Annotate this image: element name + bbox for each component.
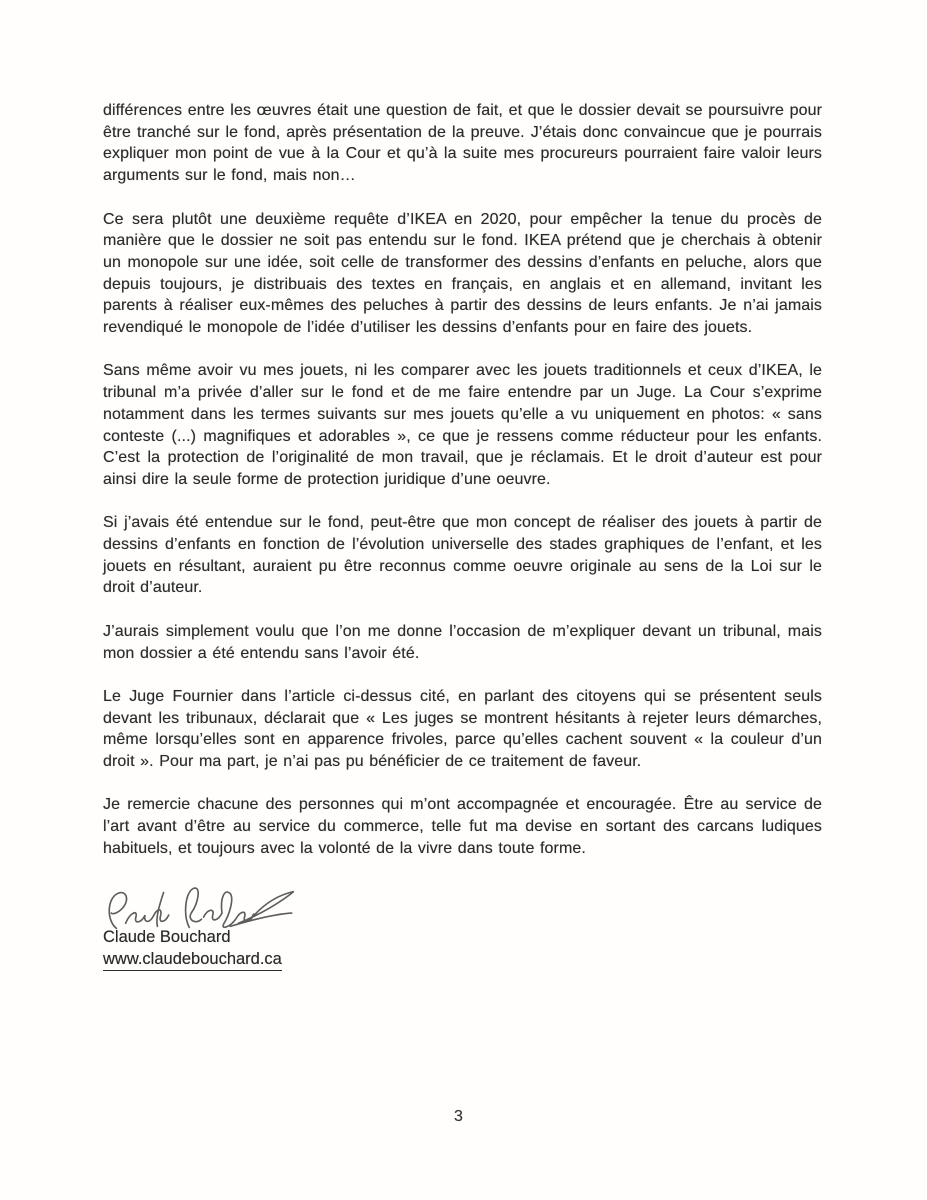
letter-body (103, 100, 822, 971)
paragraph-6: Le Juge Fournier dans l’article ci-dessus cité, en parlant des citoyens qui se présentent seuls devant les tribunaux, déclarait que « Les juges se montrent hésitants à rejeter leurs démarches, même lorsqu’elles sont en apparence frivoles, parce qu’elles cachent souvent « la couleur d’un droit ». Pour ma part, je n’ai pas pu bénéficier de ce traitement de faveur. (103, 687, 822, 771)
paragraph-4: Si j’avais été entendue sur le fond, peut-être que mon concept de réaliser des jouets à partir de dessins d’enfants en fonction de l’évolution universelle des stades graphiques de l’enfant, et les jouets en résultant, auraient pu être reconnus comme oeuvre originale au sens de la Loi sur le droit d’auteur. (103, 514, 822, 597)
signatory-name: Claude Bouchard (103, 928, 231, 947)
page-number: 3 (454, 1108, 463, 1125)
paragraph-2: Ce sera plutôt une deuxième requête d’IKEA en 2020, pour empêcher la tenue du procès de manière que le dossier ne soit pas entendu sur le fond. IKEA prétend que je cherchais à obtenir un monopole sur une idée, soit celle de transformer des dessins d’enfants en peluche, alors que depuis toujours, je distribuais des textes en français, en anglais et en allemand, invitant les parents à réaliser eux-mêmes des peluches à partir des dessins de leurs enfants. Je n’ai jamais revendiqué le monopole de l’idée d’utiliser les dessins d’enfants pour en faire des jouets. (103, 210, 822, 337)
paragraph-5: J’aurais simplement voulu que l’on me donne l’occasion de m’expliquer devant un tribunal, mais mon dossier a été entendu sans l’avoir été. (103, 622, 822, 662)
paragraph-3: Sans même avoir vu mes jouets, ni les comparer avec les jouets traditionnels et ceux d’IKEA, le tribunal m’a privée d’aller sur le fond et de me faire entendre par un Juge. La Cour s’exprime notamment dans les termes suivants sur mes jouets qu’elle a vu uniquement en photos: « sans conteste (...) magnifiques et adorables », ce que je ressens comme réducteur pour les enfants. C’est la protection de l’originalité de mon travail, que je réclamais. Et le droit d’auteur est pour ainsi dire la seule forme de protection juridique d’une oeuvre. (103, 362, 822, 488)
paragraph-1: différences entre les œuvres était une question de fait, et que le dossier devait se poursuivre pour être tranché sur le fond, après présentation de la preuve. J’étais donc convaincue que je pourrais expliquer mon point de vue à la Cour et qu’à la suite mes procureurs pourraient faire valoir leurs arguments sur le fond, mais non… (103, 102, 822, 185)
paragraph-7: Je remercie chacune des personnes qui m’ont accompagnée et encouragée. Être au service de l’art avant d’être au service du commerce, telle fut ma devise en sortant des carcans ludiques habituels, et toujours avec la volonté de la vivre dans toute forme. (103, 796, 822, 857)
signatory-website-url: www.claudebouchard.ca (103, 949, 282, 971)
signature-block (103, 881, 822, 971)
handwritten-signature-image (99, 881, 304, 943)
